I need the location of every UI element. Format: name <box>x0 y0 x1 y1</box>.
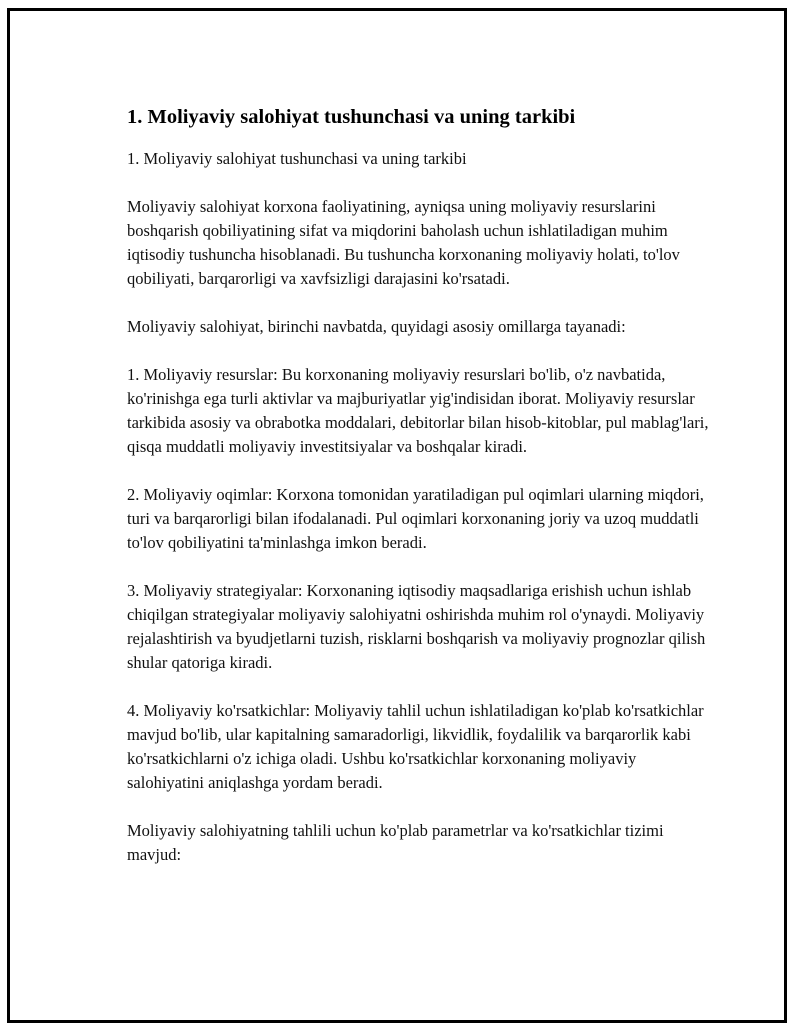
paragraph-factor-indicators: 4. Moliyaviy ko'rsatkichlar: Moliyaviy tahlil uchun ishlatiladigan ko'plab ko'rsatkichlar mavjud bo'lib, ular kapitalning samaradorligi, likvidlik, foydalilik va barqarorlik kabi ko'rsatkichlarni o'z ichiga oladi. Ushbu ko'rsatkichlar korxonaning moliyaviy salohiyatini aniqlashga yordam beradi. <box>127 701 704 792</box>
paragraph-definition: Moliyaviy salohiyat korxona faoliyatining, ayniqsa uning moliyaviy resurslarini boshqarish qobiliyatining sifat va miqdorini baholash uchun ishlatiladigan muhim iqtisodiy tushuncha hisoblanadi. Bu tushuncha korxonaning moliyaviy holati, to'lov qobiliyati, barqarorligi va xavfsizligi darajasini ko'rsatadi. <box>127 197 680 288</box>
paragraph-factor-flows: 2. Moliyaviy oqimlar: Korxona tomonidan yaratiladigan pul oqimlari ularning miqdori, turi va barqarorligi bilan ifodalanadi. Pul oqimlari korxonaning joriy va uzoq muddatli to'lov qobiliyatini ta'minlashga imkon beradi. <box>127 485 704 552</box>
page-frame <box>7 8 787 1023</box>
document-title: 1. Moliyaviy salohiyat tushunchasi va uning tarkibi <box>127 106 576 128</box>
paragraph-subtitle: 1. Moliyaviy salohiyat tushunchasi va uning tarkibi <box>127 149 467 168</box>
paragraph-analysis-intro: Moliyaviy salohiyatning tahlili uchun ko'plab parametrlar va ko'rsatkichlar tizimi mavjud: <box>127 821 664 864</box>
document-body <box>127 103 717 891</box>
paragraph-factor-strategies: 3. Moliyaviy strategiyalar: Korxonaning iqtisodiy maqsadlariga erishish uchun ishlab chiqilgan strategiyalar moliyaviy salohiyatni oshirishda muhim rol o'ynaydi. Moliyaviy rejalashtirish va byudjetlarni tuzish, risklarni boshqarish va moliyaviy prognozlar qilish shular qatoriga kiradi. <box>127 581 706 672</box>
paragraph-intro-factors: Moliyaviy salohiyat, birinchi navbatda, quyidagi asosiy omillarga tayanadi: <box>127 317 626 336</box>
paragraph-factor-resources: 1. Moliyaviy resurslar: Bu korxonaning moliyaviy resurslari bo'lib, o'z navbatida, ko'rinishga ega turli aktivlar va majburiyatlar yig'indisidan iborat. Moliyaviy resurslar tarkibida asosiy va obrabotka moddalari, debitorlar bilan hisob-kitoblar, pul mablag'lari, qisqa muddatli moliyaviy investitsiyalar va boshqalar kiradi. <box>127 365 709 456</box>
